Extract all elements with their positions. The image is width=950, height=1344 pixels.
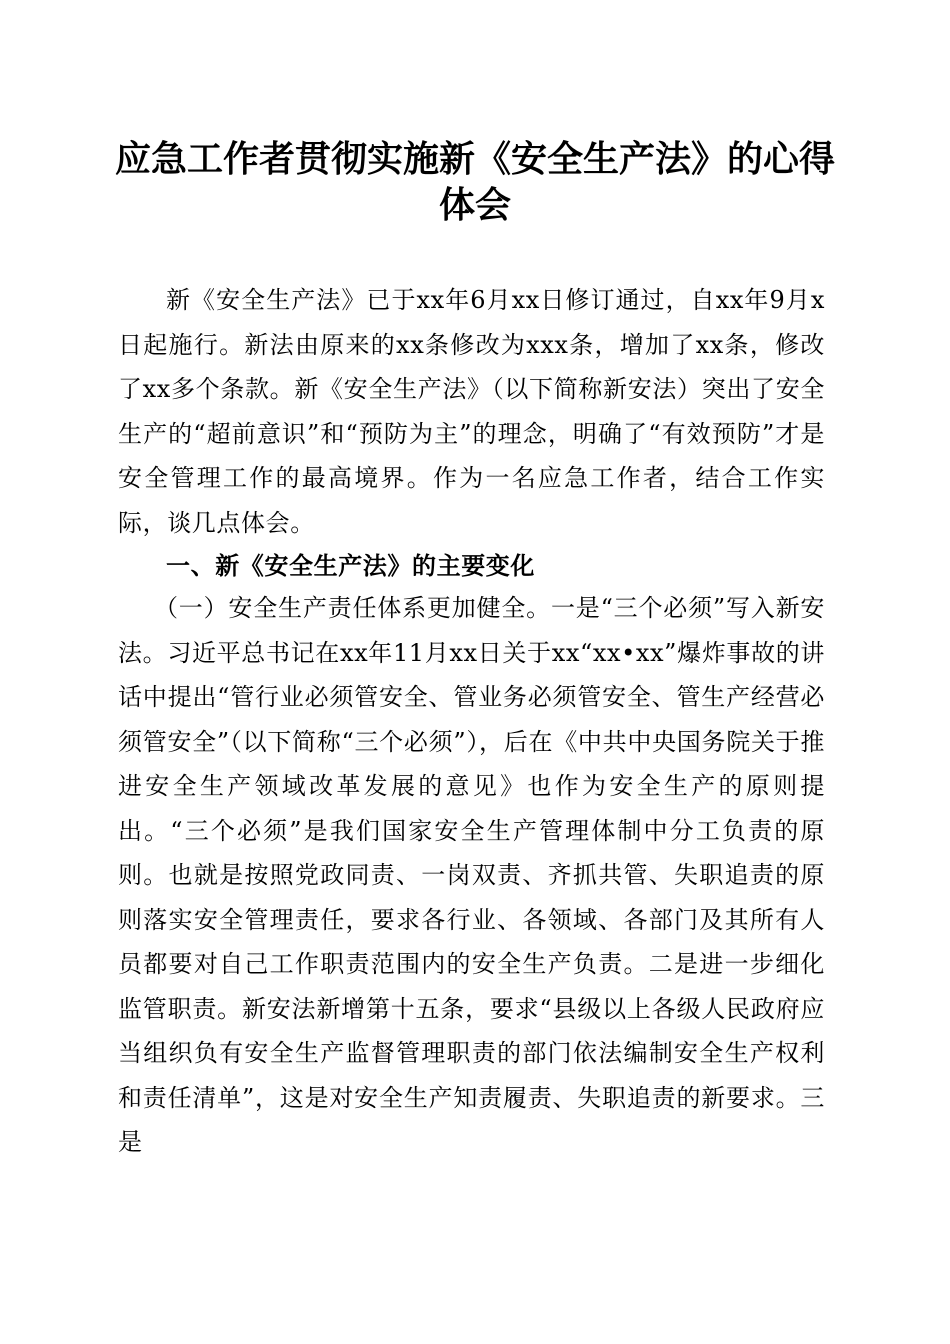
intro-paragraph: 新《安全生产法》已于xx年6月xx日修订通过，自xx年9月x日起施行。新法由原来的xx条修改为xxx条，增加了xx条，修改了xx多个条款。新《安全生产法》（以下简称新安法）突出了安全生产的“超前意识”和“预防为主”的理念，明确了“有效预防”才是安全管理工作的最高境界。作为一名应急工作者，结合工作实际，谈几点体会。 <box>118 286 825 537</box>
subsection-paragraph: （一）安全生产责任体系更加健全。一是“三个必须”写入新安法。习近平总书记在xx年11月xx日关于xx“xx•xx”爆炸事故的讲话中提出“管行业必须管安全、管业务必须管安全、管生产经营必须管安全”（以下简称“三个必须”），后在《中共中央国务院关于推进安全生产领域改革发展的意见》也作为安全生产的原则提出。“三个必须”是我们国家安全生产管理体制中分工负责的原则。也就是按照党政同责、一岗双责、齐抓共管、失职追责的原则落实安全管理责任，要求各行业、各领域、各部门及其所有人员都要对自己工作职责范围内的安全生产负责。二是进一步细化监管职责。新安法新增第十五条，要求“县级以上各级人民政府应当组织负有安全生产监督管理职责的部门依法编制安全生产权利和责任清单”，这是对安全生产知责履责、失职追责的新要求。三是 <box>118 594 825 1156</box>
document-title: 应急工作者贯彻实施新《安全生产法》的心得体会 <box>114 138 835 226</box>
section-heading: 一、新《安全生产法》的主要变化 <box>166 552 535 580</box>
